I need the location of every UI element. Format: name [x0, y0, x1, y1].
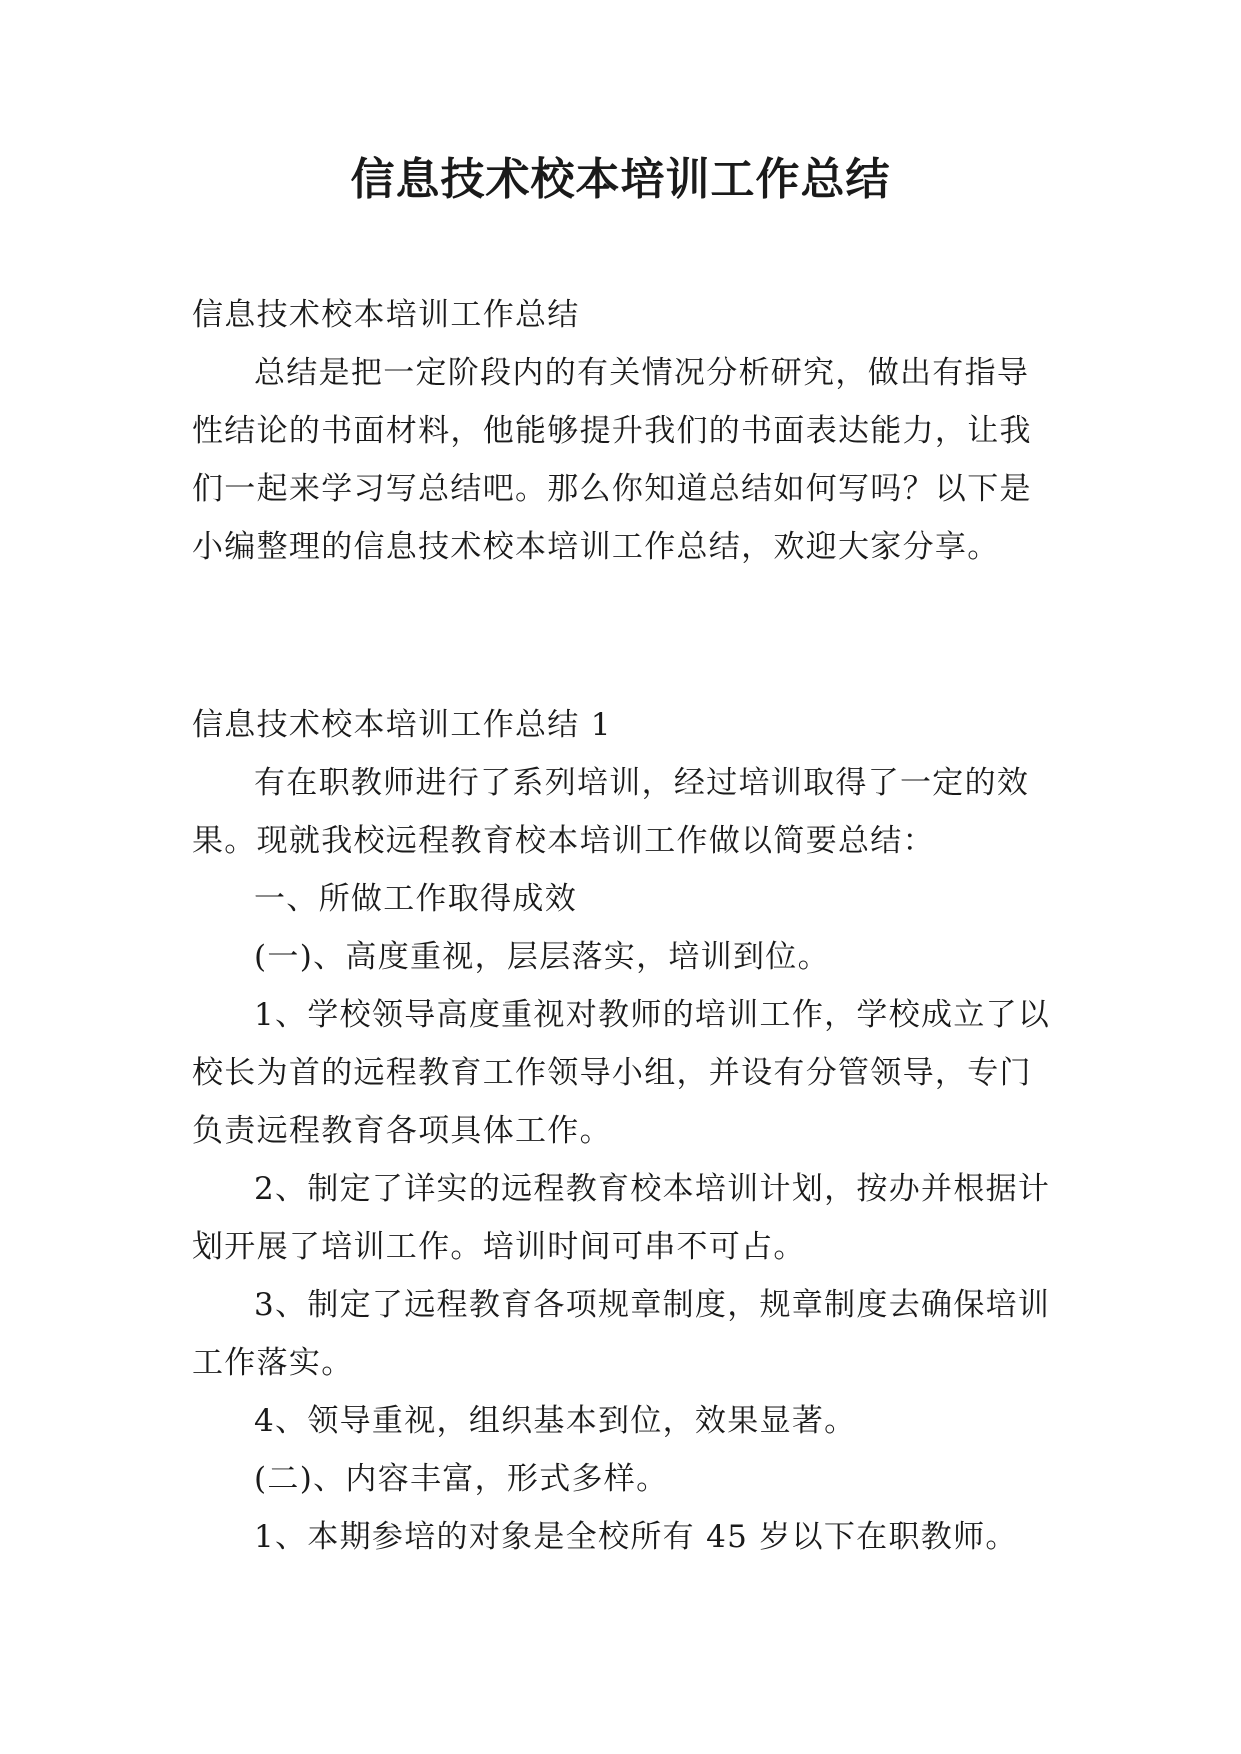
document-title: 信息技术校本培训工作总结	[350, 154, 891, 205]
section-1-heading: 信息技术校本培训工作总结 1	[192, 707, 612, 743]
intro-paragraph: 总结是把一定阶段内的有关情况分析研究，做出有指导性结论的书面材料，他能够提升我们的书面表达能力，让我们一起来学习写总结吧。那么你知道总结如何写吗？以下是小编整理的信息技术校本培训工作总结，欢迎大家分享。	[192, 355, 1032, 565]
section-1-paragraph: 有在职教师进行了系列培训，经过培训取得了一定的效果。现就我校远程教育校本培训工作做以简要总结：	[192, 765, 1030, 859]
section-1-paragraph: 4、领导重视，组织基本到位，效果显著。	[254, 1403, 857, 1439]
section-1-paragraph: (二)、内容丰富，形式多样。	[254, 1461, 669, 1497]
section-1-paragraph: 2、制定了详实的远程教育校本培训计划，按办并根据计划开展了培训工作。培训时间可串不可占。	[192, 1171, 1051, 1265]
section-1	[192, 696, 1052, 1566]
section-1-paragraph: 1、学校领导高度重视对教师的培训工作，学校成立了以校长为首的远程教育工作领导小组，并设有分管领导，专门负责远程教育各项具体工作。	[192, 997, 1051, 1149]
intro-heading: 信息技术校本培训工作总结	[192, 297, 580, 333]
section-1-paragraph: 一、所做工作取得成效	[254, 881, 577, 917]
section-1-paragraph: 3、制定了远程教育各项规章制度，规章制度去确保培训工作落实。	[192, 1287, 1051, 1381]
section-1-paragraph: 1、本期参培的对象是全校所有 45 岁以下在职教师。	[254, 1519, 1018, 1555]
section-1-paragraph: (一)、高度重视，层层落实，培训到位。	[254, 939, 830, 975]
intro-section	[192, 286, 1052, 576]
